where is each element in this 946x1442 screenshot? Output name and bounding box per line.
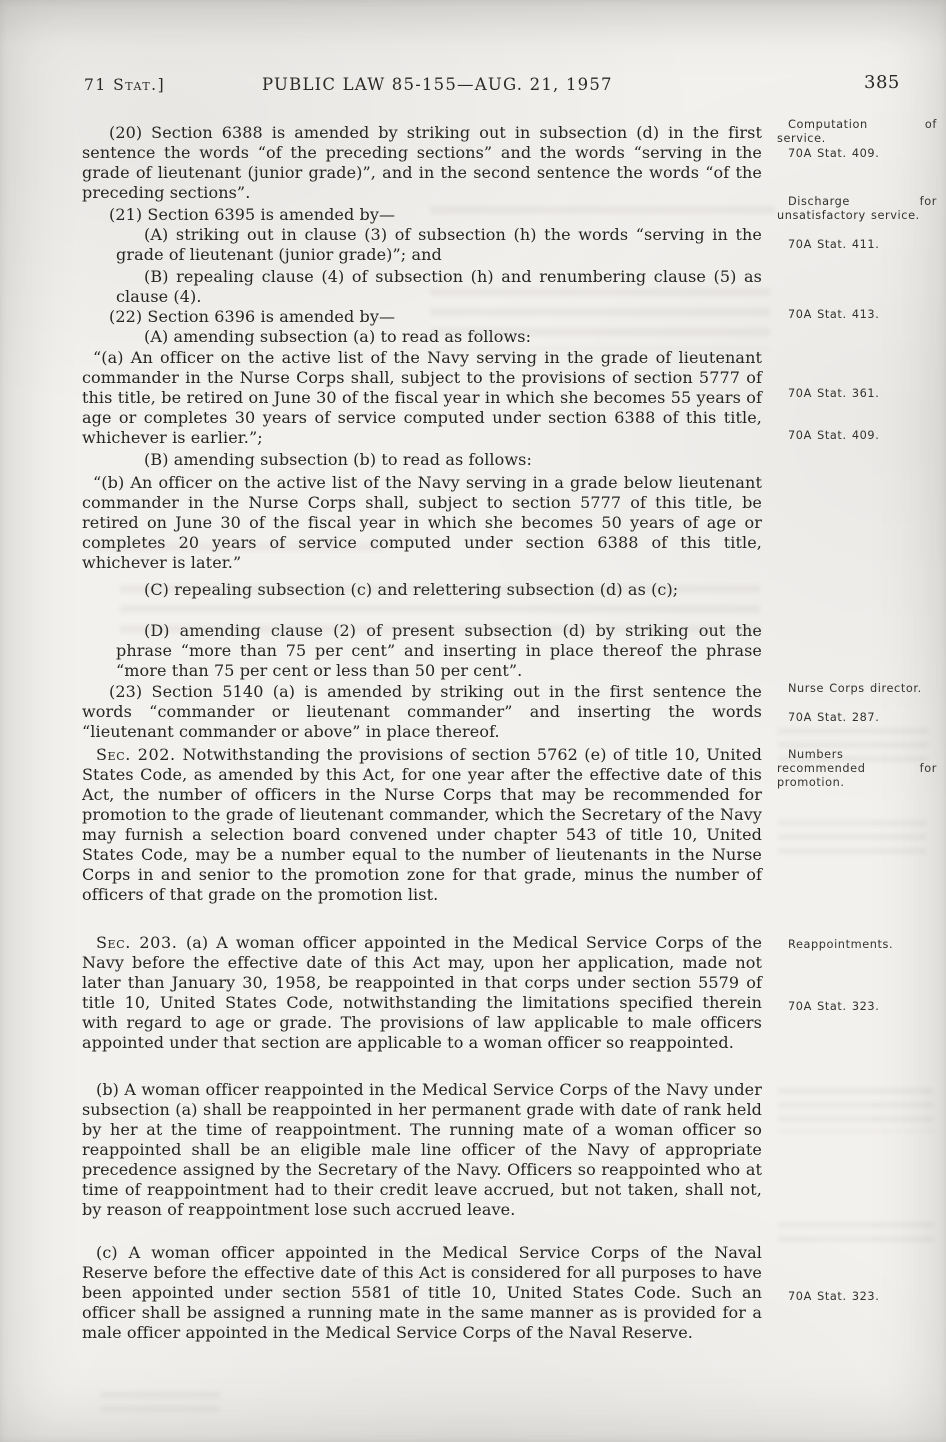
paragraph-text: (21) Section 6395 is amended by—	[109, 205, 396, 224]
statute-paragraph	[116, 580, 762, 600]
statute-paragraph	[116, 267, 762, 307]
statute-paragraph	[82, 123, 762, 203]
section-label: Sec. 203.	[96, 933, 178, 952]
statute-paragraph	[116, 450, 762, 470]
margin-note: 70A Stat. 409.	[788, 147, 880, 160]
volume-citation: 71 Stat.]	[84, 76, 166, 94]
statute-paragraph	[116, 327, 762, 347]
paragraph-text: (C) repealing subsection (c) and relettering subsection (d) as (c);	[144, 580, 679, 599]
statute-paragraph	[82, 1243, 762, 1343]
bleedthrough-smudge	[100, 1392, 220, 1414]
paragraph-text: (b) A woman officer reappointed in the Medical Service Corps of the Navy under subsection (a) shall be reappointed in her permanent grade with date of rank held by her at the time of reappointment. The running mate of a woman officer so reappointed shall be an eligible male line officer of the Navy of appropriate precedence assigned by the Secretary of the Navy. Officers so reappointed who at time of reappointment had to their credit leave accrued, but not taken, shall not, by reason of reappointment lose such accrued leave.	[82, 1080, 762, 1219]
paragraph-text: (20) Section 6388 is amended by striking out in subsection (d) in the first sentence the words “of the preceding sections” and the words “serving in the grade of lieutenant (junior grade)”, and in the second sentence the words “of the preceding sections”.	[82, 123, 762, 202]
paragraph-text: “(b) An officer on the active list of the Navy serving in a grade below lieutenant commander in the Nurse Corps shall, subject to section 5777 of this title, be retired on June 30 of the fiscal year in which she becomes 50 years of age or completes 20 years of service computed under section 6388 of this title, whichever is later.”	[82, 473, 762, 572]
bleedthrough-smudge	[778, 1222, 933, 1248]
statute-paragraph	[82, 933, 762, 1053]
statute-paragraph	[82, 348, 762, 448]
paragraph-text: (22) Section 6396 is amended by—	[109, 307, 396, 326]
margin-note: Computation of service.	[777, 118, 937, 145]
paragraph-text: (D) amending clause (2) of present subsection (d) by striking out the phrase “more than 75 per cent” and inserting in place thereof the phrase “more than 75 per cent or less than 50 per cent”.	[116, 621, 762, 680]
statute-paragraph	[116, 621, 762, 681]
paragraph-text: (A) striking out in clause (3) of subsection (h) the words “serving in the grade of lieutenant (junior grade)”; and	[116, 225, 762, 264]
bleedthrough-smudge	[778, 820, 926, 856]
statute-paragraph	[116, 225, 762, 265]
statute-paragraph	[82, 1080, 762, 1220]
margin-note: 70A Stat. 323.	[788, 1000, 880, 1013]
statute-paragraph	[82, 473, 762, 573]
margin-note: Reappointments.	[788, 938, 894, 951]
margin-note: 70A Stat. 287.	[788, 711, 880, 724]
statute-paragraph	[82, 745, 762, 905]
paragraph-text: (a) A woman officer appointed in the Medical Service Corps of the Navy before the effective date of this Act may, upon her application, made not later than January 30, 1958, be reappointed in that corps under section 5579 of title 10, United States Code, notwithstanding the limitations specified therein with regard to age or grade. The provisions of law applicable to male officers appointed under that section are applicable to a woman officer so reappointed.	[82, 933, 763, 1052]
paragraph-text: Notwithstanding the provisions of section 5762 (e) of title 10, United States Code, as amended by this Act, for one year after the effective date of this Act, the number of officers in the Nurse Corps that may be recommended for promotion to the grade of lieutenant commander, which the Secretary of the Navy may furnish a selection board convened under chapter 543 of title 10, United States Code, may be a number equal to the number of lieutenants in the Nurse Corps in and senior to the promotion zone for that grade, minus the number of officers of that grade on the promotion list.	[82, 745, 762, 904]
margin-note: 70A Stat. 409.	[788, 429, 880, 442]
margin-note: 70A Stat. 323.	[788, 1290, 880, 1303]
section-label: Sec. 202.	[96, 745, 176, 764]
paragraph-text: “(a) An officer on the active list of the Navy serving in the grade of lieutenant commander in the Nurse Corps shall, subject to the provisions of section 5777 of this title, be retired on June 30 of the fiscal year in which she becomes 55 years of age or completes 30 years of service computed under section 6388 of this title, whichever is earlier.”;	[82, 348, 762, 447]
margin-note: Nurse Corps director.	[788, 682, 922, 695]
paragraph-text: (B) amending subsection (b) to read as follows:	[144, 450, 532, 469]
margin-note: Discharge for unsatisfactory service.	[777, 195, 937, 222]
paragraph-text: (A) amending subsection (a) to read as follows:	[144, 327, 532, 346]
margin-note: Numbers recommended for promotion.	[777, 748, 937, 789]
statute-paragraph	[82, 205, 762, 225]
bleedthrough-smudge	[778, 1088, 933, 1132]
law-heading: PUBLIC LAW 85-155—AUG. 21, 1957	[262, 75, 613, 94]
statute-paragraph	[82, 682, 762, 742]
statute-paragraph	[82, 307, 762, 327]
margin-note: 70A Stat. 361.	[788, 387, 880, 400]
margin-note: 70A Stat. 413.	[788, 308, 880, 321]
margin-note: 70A Stat. 411.	[788, 238, 880, 251]
page-number: 385	[864, 72, 900, 93]
paragraph-text: (c) A woman officer appointed in the Medical Service Corps of the Naval Reserve before the effective date of this Act is considered for all purposes to have been appointed under section 5581 of title 10, United States Code. Such an officer shall be assigned a running mate in the same manner as is provided for a male officer appointed in the Medical Service Corps of the Naval Reserve.	[82, 1243, 762, 1342]
paragraph-text: (23) Section 5140 (a) is amended by striking out in the first sentence the words “commander or lieutenant commander” and inserting the words “lieutenant commander or above” in place thereof.	[82, 682, 762, 741]
paragraph-text: (B) repealing clause (4) of subsection (h) and renumbering clause (5) as clause (4).	[116, 267, 762, 306]
